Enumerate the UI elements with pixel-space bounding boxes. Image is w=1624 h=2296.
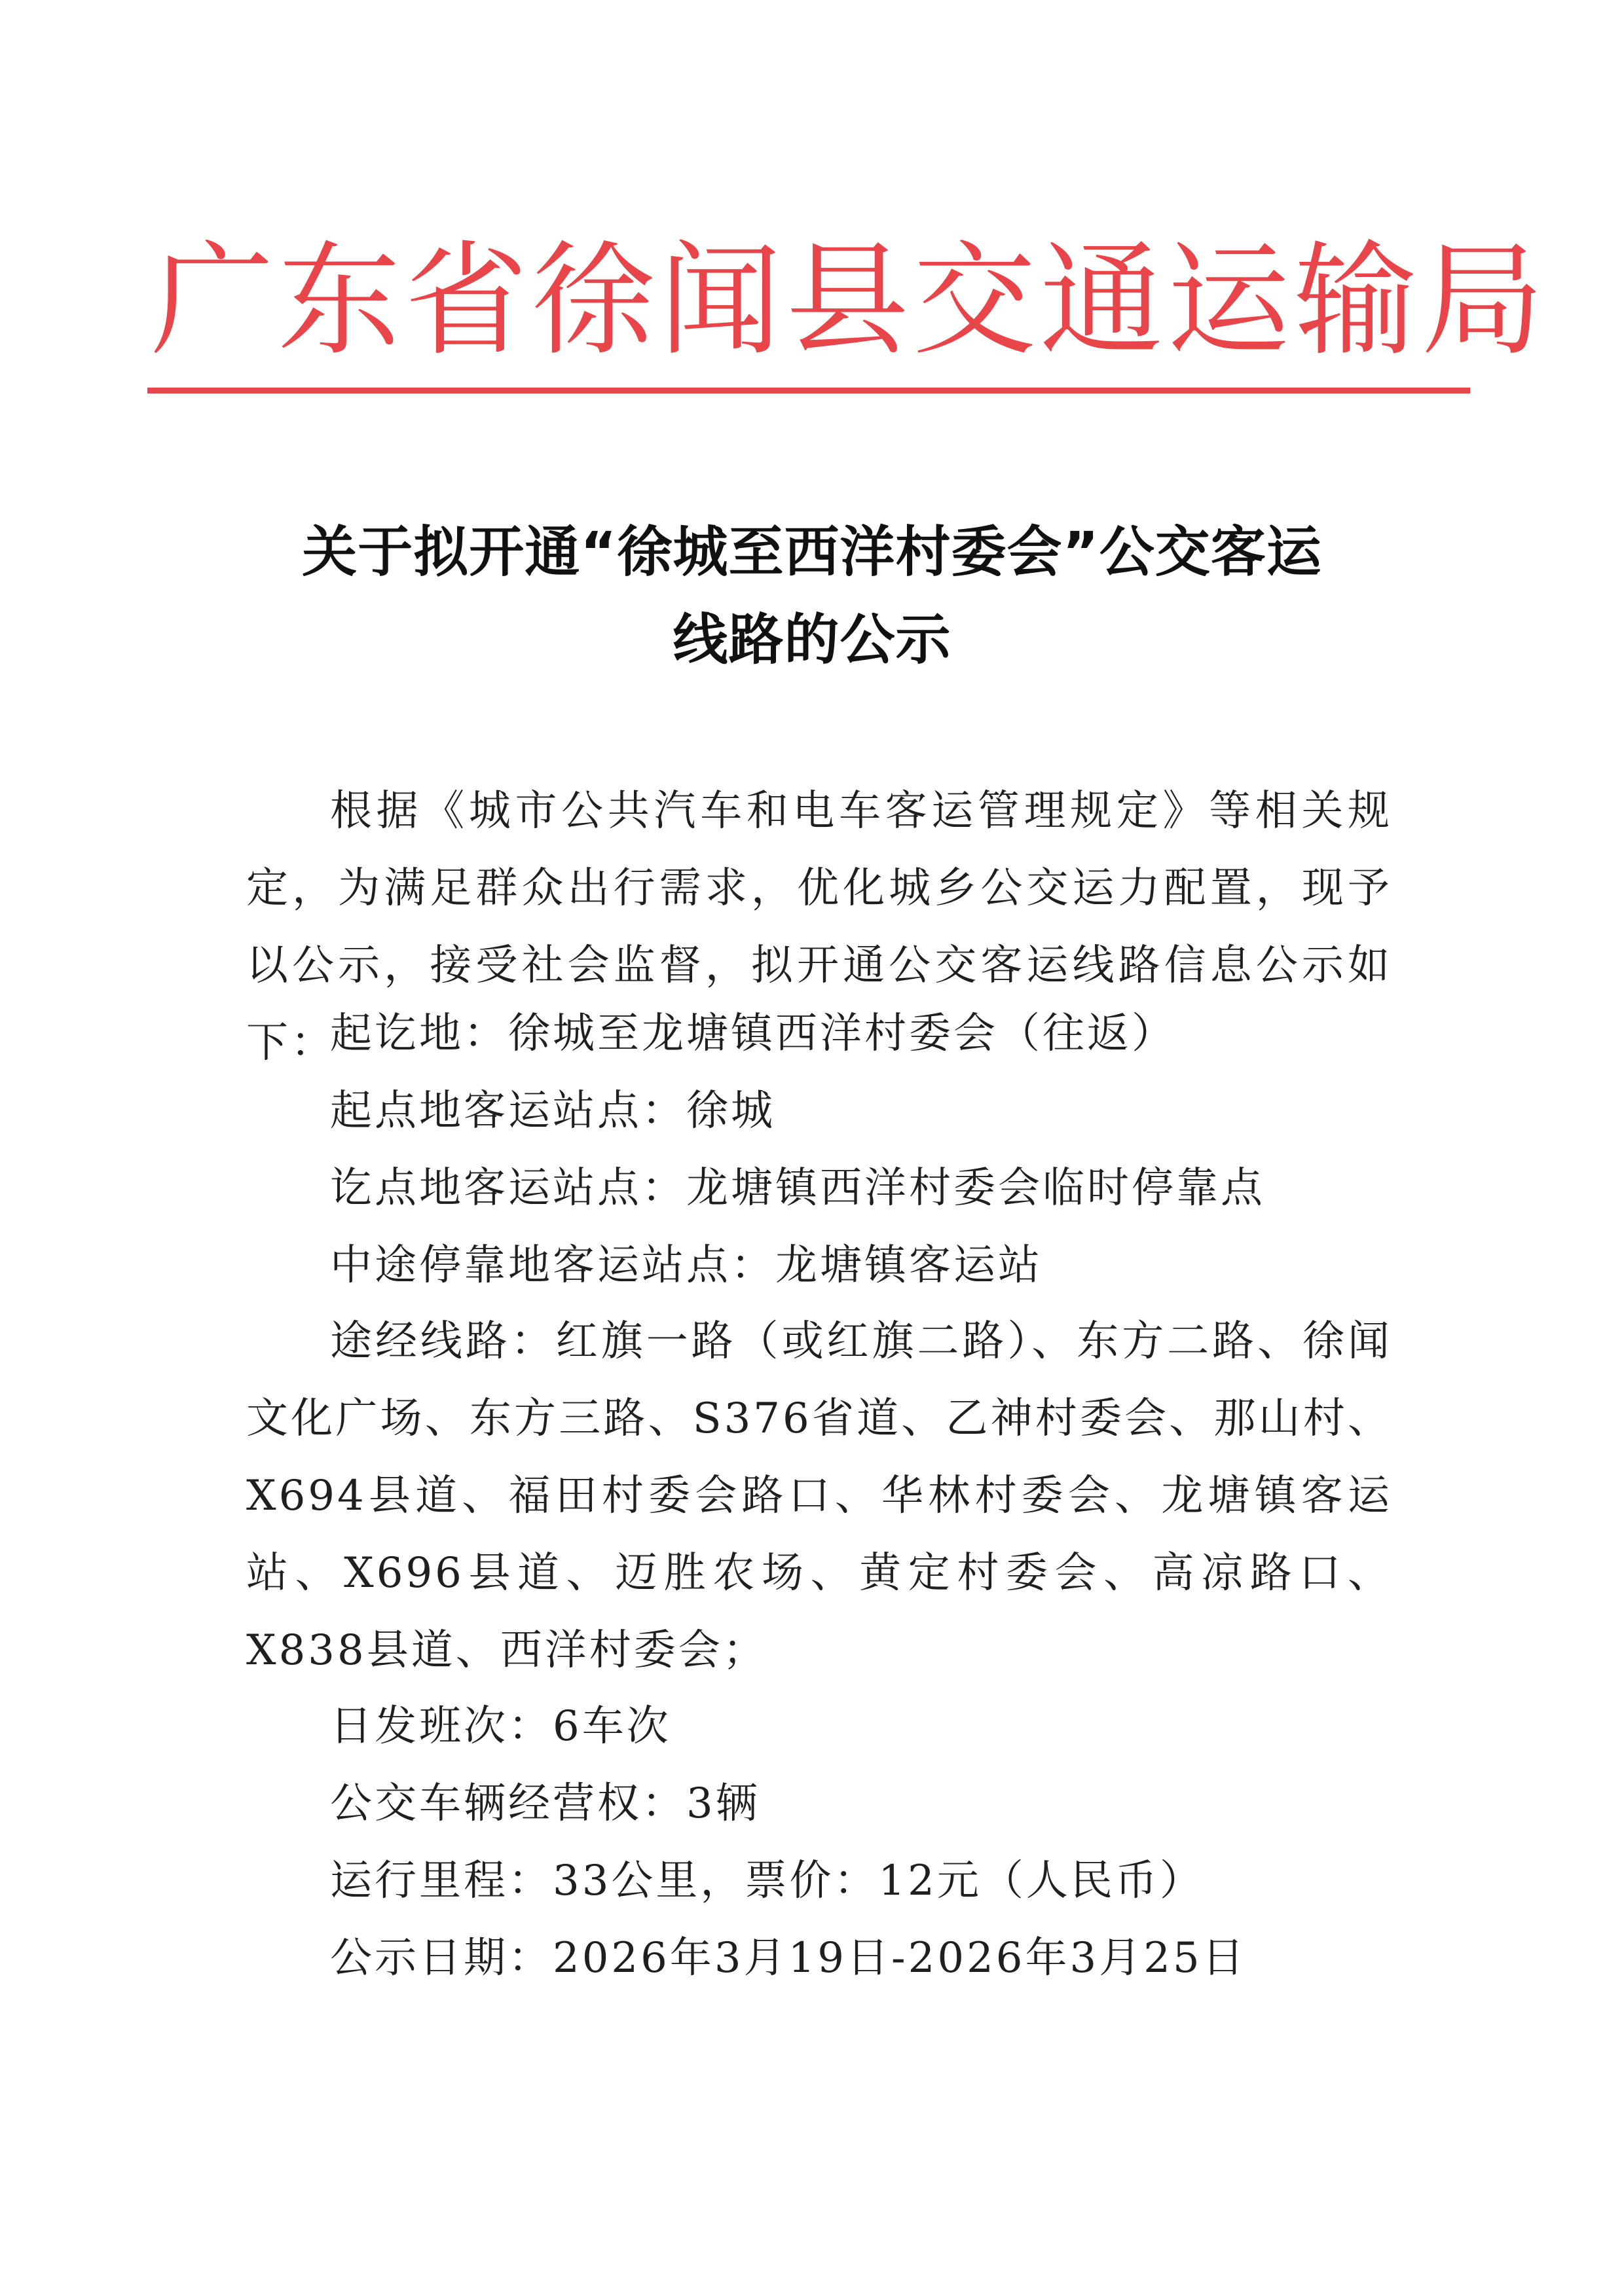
origin-destination-line: 起讫地：徐城至龙塘镇西洋村委会（往返） [330,1010,1176,1058]
vehicles-line: 公交车辆经营权：3辆 [330,1779,760,1828]
distance-fare-line: 运行里程：33公里，票价：12元（人民币） [330,1857,1204,1905]
route-paragraph: 途经线路：红旗一路（或红旗二路）、东方二路、徐闻文化广场、东方三路、S376省道、乙神村委会、那山村、X694县道、福田村委会路口、华林村委会、龙塘镇客运站、X696县道、迈胜农场、黄定村委会、高凉路口、X838县道、西洋村委会； [246,1317,1392,1675]
midway-station-line: 中途停靠地客运站点：龙塘镇客运站 [330,1241,1043,1290]
intro-paragraph: 根据《城市公共汽车和电车客运管理规定》等相关规定，为满足群众出行需求，优化城乡公交运力配置，现予以公示，接受社会监督，拟开通公交客运线路信息公示如下： [246,787,1392,1067]
document-title-line-1: 关于拟开通“徐城至西洋村委会”公交客运 [302,520,1322,584]
agency-header: 广东省徐闻县交通运输局 [151,229,1548,373]
daily-trips-line: 日发班次：6车次 [330,1702,671,1751]
start-station-line: 起点地客运站点：徐城 [330,1087,775,1135]
end-station-line: 讫点地客运站点：龙塘镇西洋村委会临时停靠点 [330,1164,1265,1212]
document-title-line-2: 线路的公示 [673,608,951,672]
notice-period-line: 公示日期：2026年3月19日-2026年3月25日 [330,1934,1247,1982]
header-divider [147,388,1470,393]
